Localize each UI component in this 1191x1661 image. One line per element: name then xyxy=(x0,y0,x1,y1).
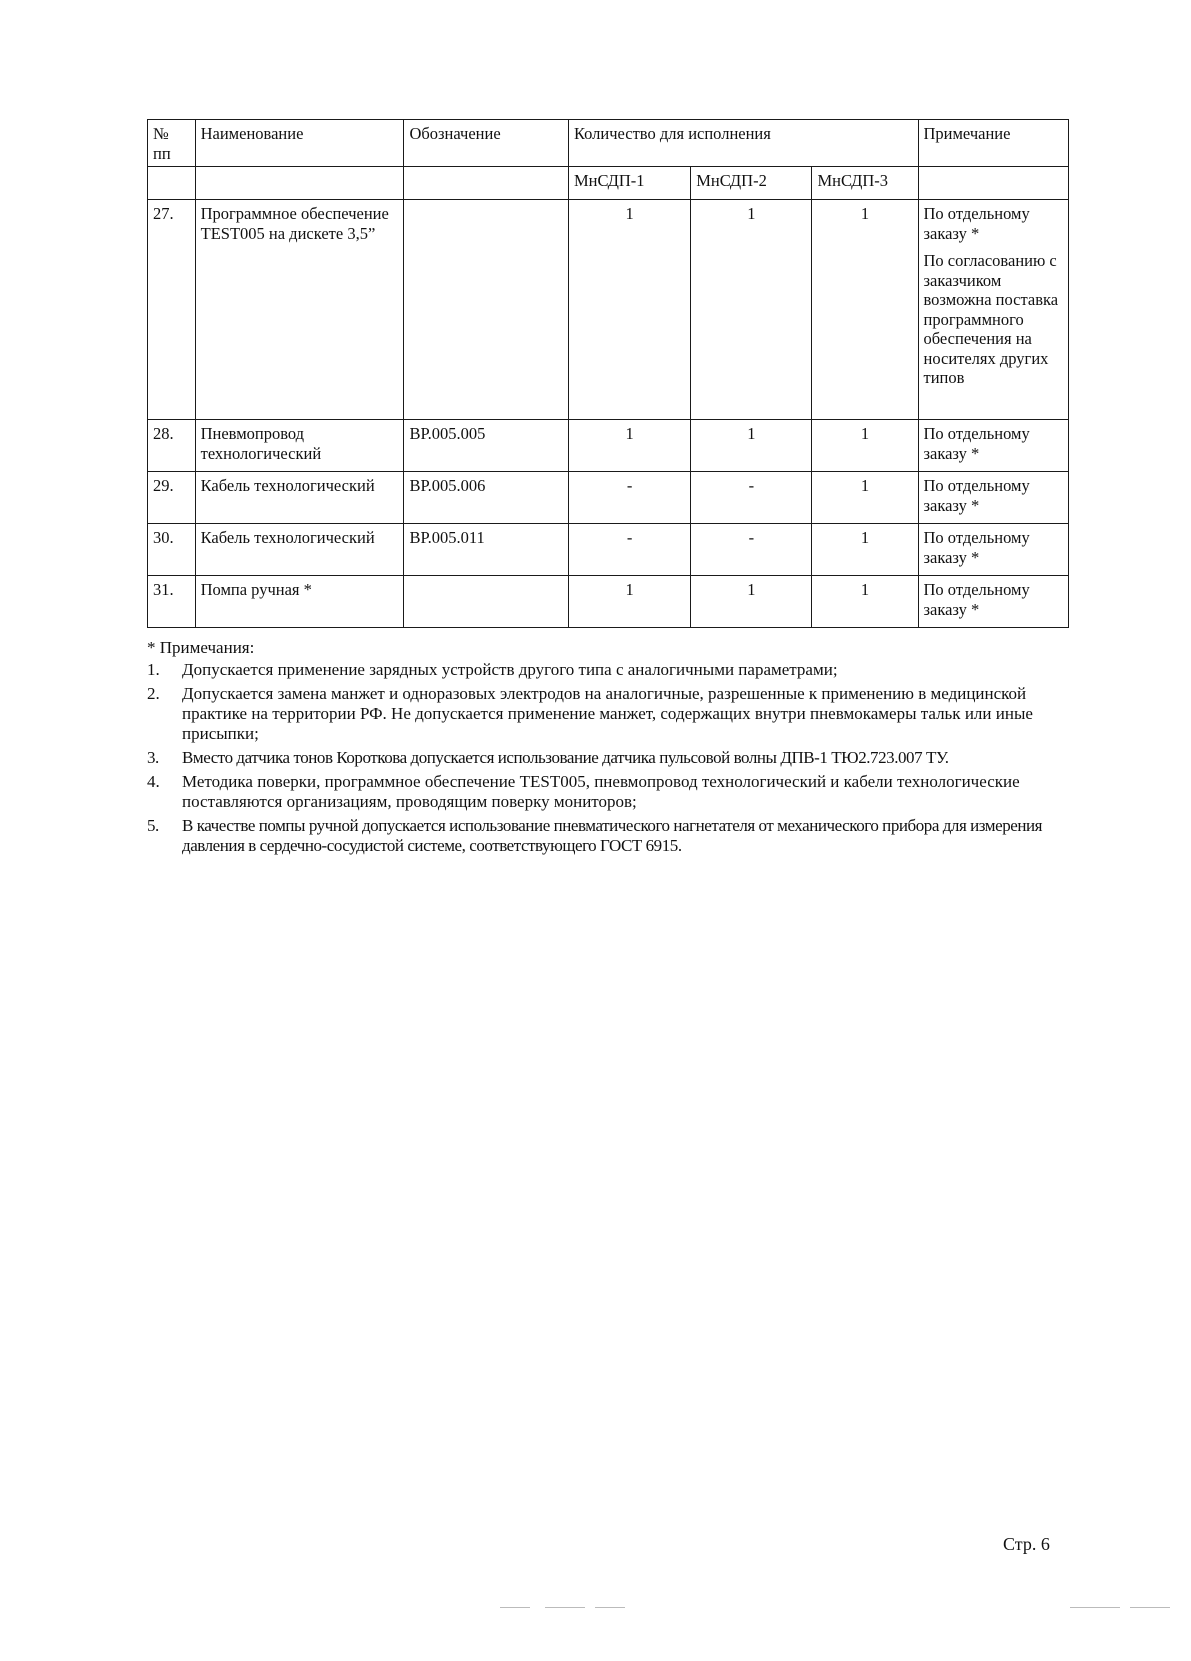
row-qty-3: 1 xyxy=(812,420,918,472)
empty-cell xyxy=(918,167,1069,200)
row-note-line: По согласованию с заказчиком возможна поставка программного обеспечения на носителях других типов xyxy=(923,251,1059,387)
row-note: По отдельному заказу * xyxy=(918,576,1069,628)
note-text: Методика поверки, программное обеспечение TEST005, пневмопровод технологический и кабели технологические поставляются организациям, проводящим поверку мониторов; xyxy=(182,772,1020,811)
notes-section xyxy=(147,638,1047,860)
header-variant-3: МнСДП-3 xyxy=(812,167,918,200)
note-item xyxy=(147,660,1047,680)
note-number: 2. xyxy=(147,684,160,703)
row-qty-1: 1 xyxy=(568,576,690,628)
row-qty-1: 1 xyxy=(568,200,690,420)
row-name: Пневмопровод технологический xyxy=(195,420,404,472)
row-qty-2: 1 xyxy=(691,576,812,628)
row-num: 30. xyxy=(148,524,196,576)
row-designation: ВР.005.005 xyxy=(404,420,568,472)
note-item xyxy=(147,772,1047,812)
table-header-row xyxy=(148,120,1069,167)
table-row xyxy=(148,472,1069,524)
row-note: По отдельному заказу * xyxy=(918,524,1069,576)
note-number: 5. xyxy=(147,816,159,835)
scan-artifact xyxy=(500,1607,530,1608)
row-qty-1: - xyxy=(568,472,690,524)
row-name: Кабель технологический xyxy=(195,524,404,576)
empty-cell xyxy=(148,167,196,200)
row-name: Программное обеспечение TEST005 на дискете 3,5” xyxy=(195,200,404,420)
row-note xyxy=(918,200,1069,420)
row-qty-2: - xyxy=(691,472,812,524)
row-num: 29. xyxy=(148,472,196,524)
table-row xyxy=(148,420,1069,472)
header-designation: Обозначение xyxy=(404,120,568,167)
note-text: Допускается применение зарядных устройств другого типа с аналогичными параметрами; xyxy=(182,660,838,679)
note-text: В качестве помпы ручной допускается использование пневматического нагнетателя от механического прибора для измерения давления в сердечно-сосудистой системе, соответствующего ГОСТ 6915. xyxy=(182,816,1043,855)
specification-table xyxy=(147,119,1069,628)
row-num: 27. xyxy=(148,200,196,420)
row-qty-3: 1 xyxy=(812,200,918,420)
row-designation: ВР.005.011 xyxy=(404,524,568,576)
row-note-line: По отдельному заказу * xyxy=(923,204,1030,243)
row-designation: ВР.005.006 xyxy=(404,472,568,524)
row-note: По отдельному заказу * xyxy=(918,420,1069,472)
note-number: 4. xyxy=(147,772,160,791)
row-num: 28. xyxy=(148,420,196,472)
row-designation xyxy=(404,576,568,628)
row-name: Кабель технологический xyxy=(195,472,404,524)
row-qty-3: 1 xyxy=(812,576,918,628)
header-num: № пп xyxy=(148,120,196,167)
header-quantity-group: Количество для исполнения xyxy=(568,120,918,167)
row-note: По отдельному заказу * xyxy=(918,472,1069,524)
row-qty-2: - xyxy=(691,524,812,576)
note-item xyxy=(147,684,1047,744)
note-item xyxy=(147,816,1047,856)
notes-title: * Примечания: xyxy=(147,638,255,657)
scan-artifact xyxy=(545,1607,585,1608)
note-number: 3. xyxy=(147,748,159,767)
table-row xyxy=(148,576,1069,628)
note-item xyxy=(147,748,1047,768)
page-number: Стр. 6 xyxy=(1003,1534,1050,1554)
note-number: 1. xyxy=(147,660,160,679)
row-num: 31. xyxy=(148,576,196,628)
row-qty-2: 1 xyxy=(691,200,812,420)
note-text: Вместо датчика тонов Короткова допускается использование датчика пульсовой волны ДПВ-1 ТЮ2.723.007 ТУ. xyxy=(182,748,949,767)
scan-artifact xyxy=(1130,1607,1170,1608)
table-subheader-row xyxy=(148,167,1069,200)
header-name: Наименование xyxy=(195,120,404,167)
row-qty-2: 1 xyxy=(691,420,812,472)
header-note: Примечание xyxy=(918,120,1069,167)
empty-cell xyxy=(195,167,404,200)
row-qty-3: 1 xyxy=(812,524,918,576)
row-qty-3: 1 xyxy=(812,472,918,524)
row-designation xyxy=(404,200,568,420)
scan-artifact xyxy=(1070,1607,1120,1608)
note-text: Допускается замена манжет и одноразовых электродов на аналогичные, разрешенные к применению в медицинской практике на территории РФ. Не допускается применение манжет, содержащих внутри пневмокамеры тальк или иные присыпки; xyxy=(182,684,1033,743)
table-row xyxy=(148,524,1069,576)
empty-cell xyxy=(404,167,568,200)
row-qty-1: - xyxy=(568,524,690,576)
header-variant-1: МнСДП-1 xyxy=(568,167,690,200)
row-qty-1: 1 xyxy=(568,420,690,472)
scan-artifact xyxy=(595,1607,625,1608)
notes-list xyxy=(147,660,1047,856)
header-variant-2: МнСДП-2 xyxy=(691,167,812,200)
table-row xyxy=(148,200,1069,420)
row-name: Помпа ручная * xyxy=(195,576,404,628)
